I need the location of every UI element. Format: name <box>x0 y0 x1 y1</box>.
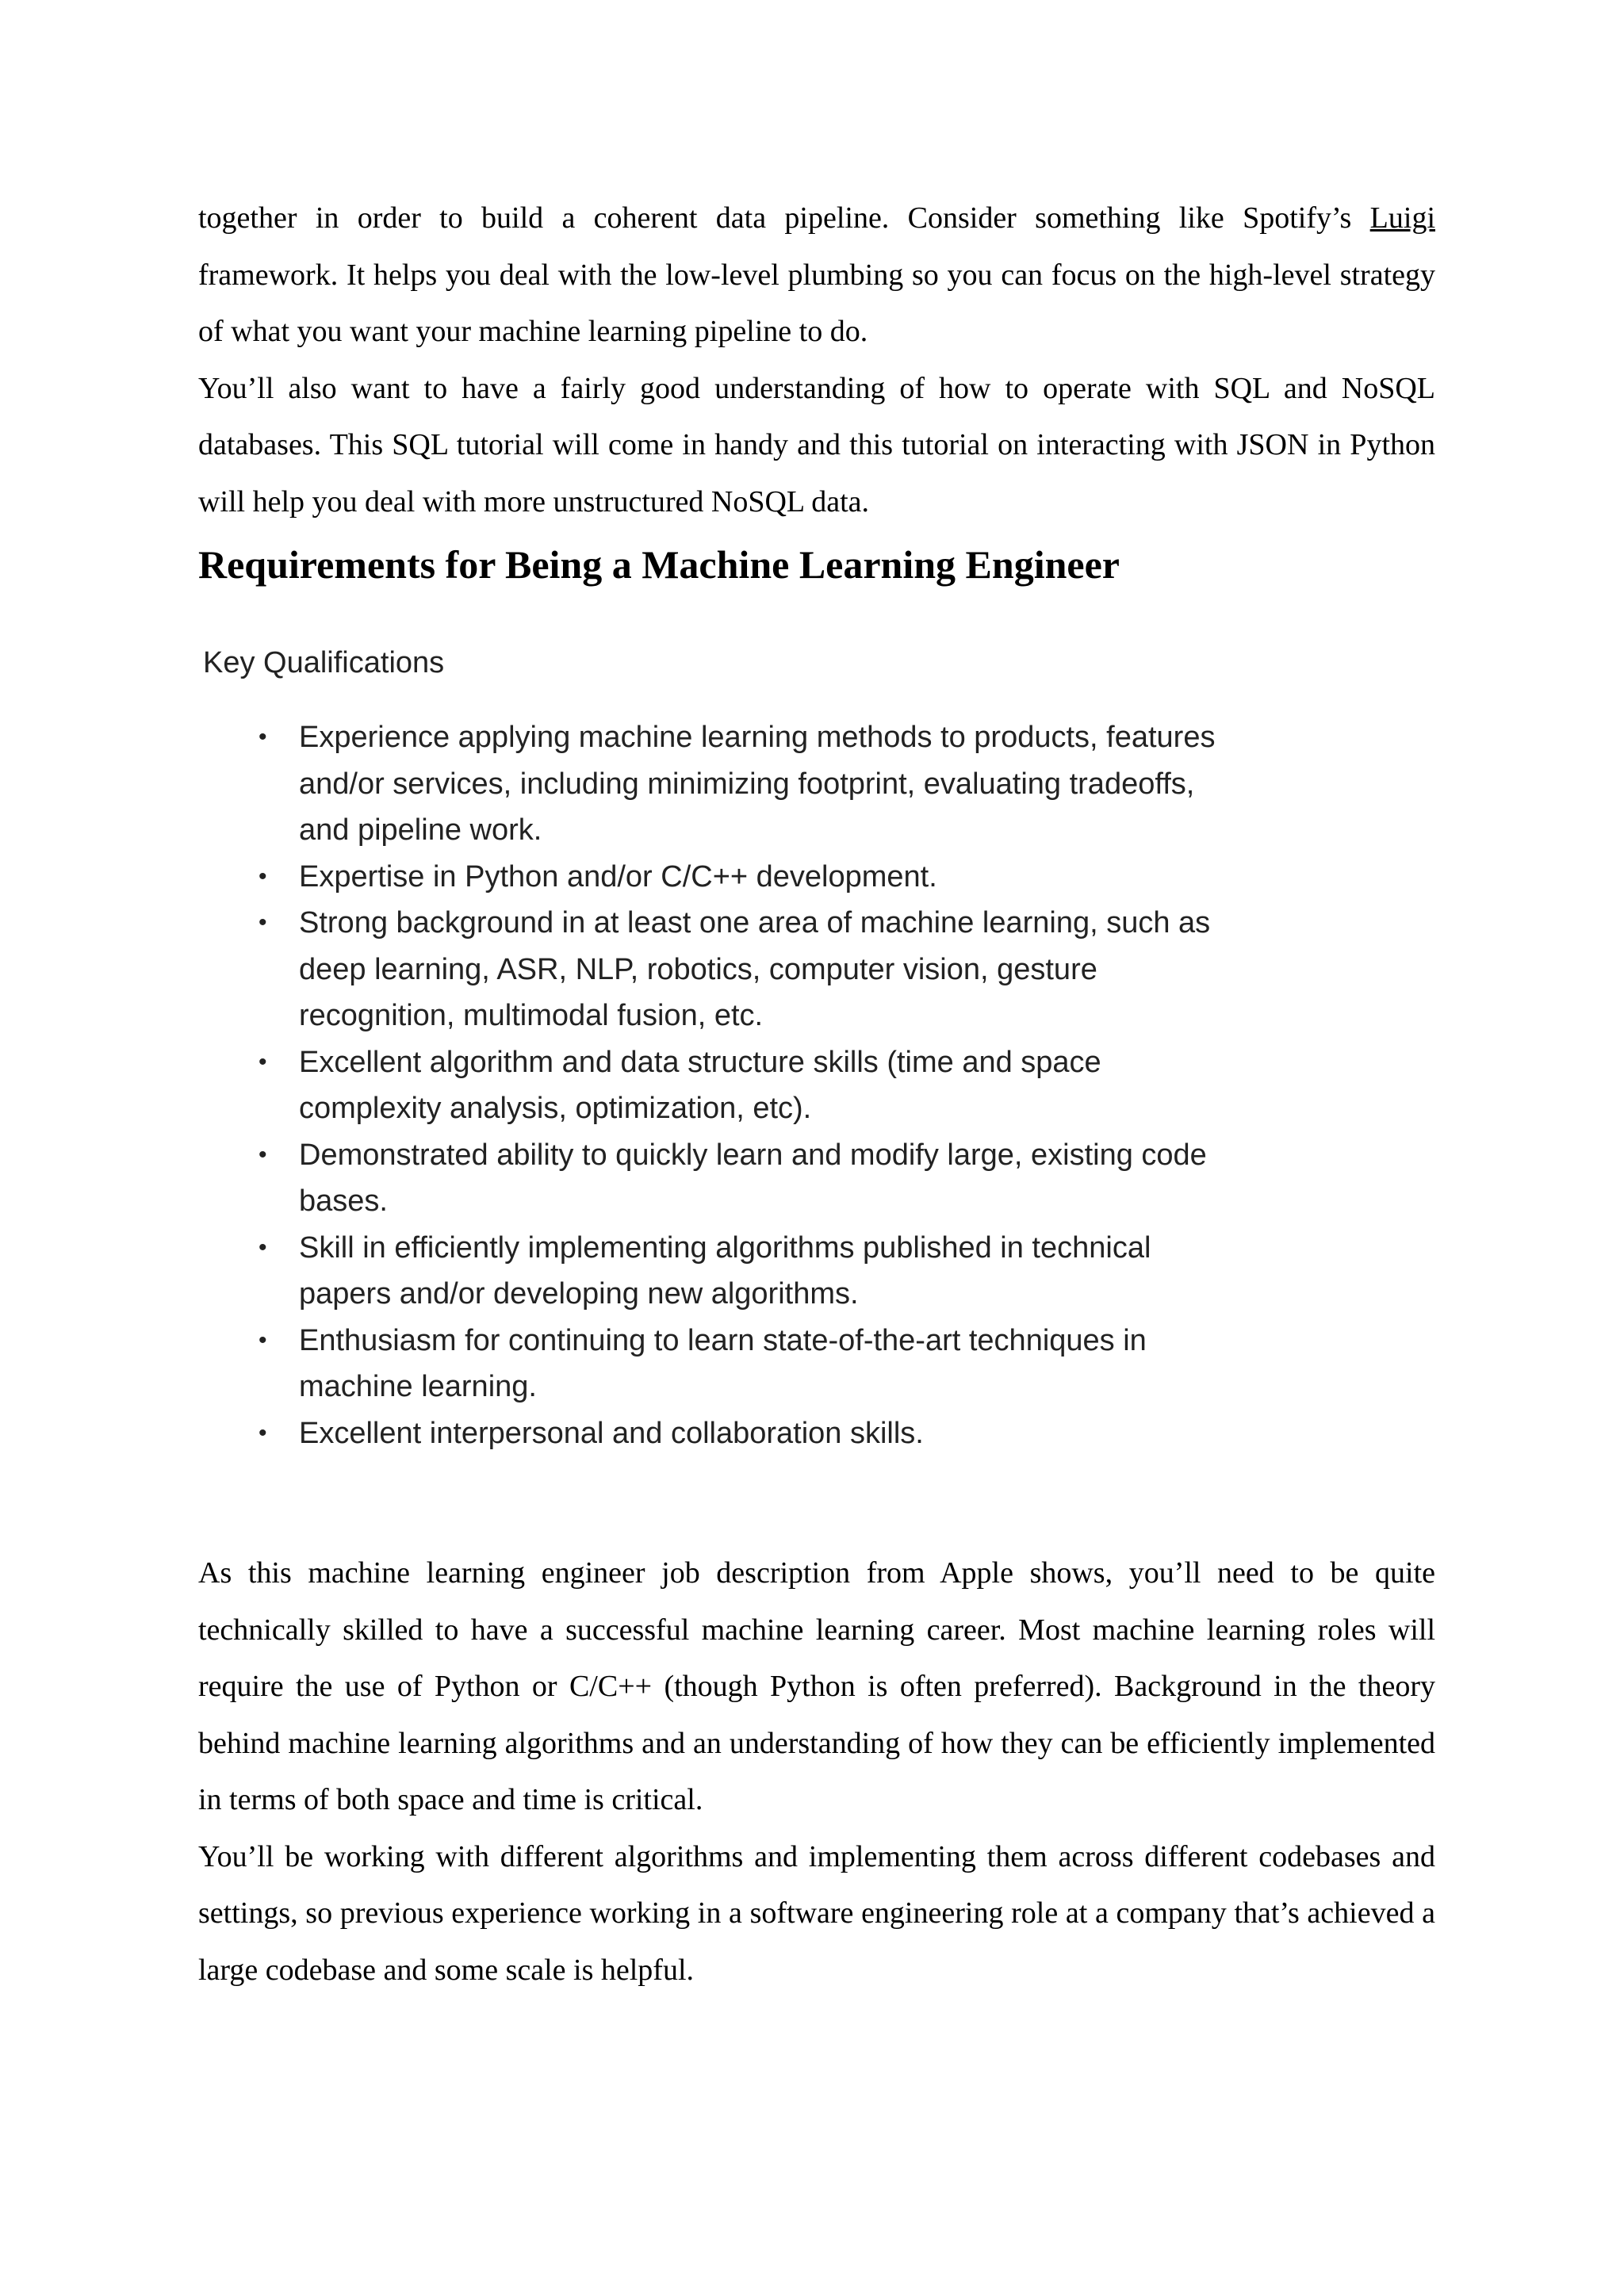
key-qualifications-image <box>203 643 1313 1456</box>
list-item <box>259 900 1223 1039</box>
bullet-icon: • <box>259 1141 267 1168</box>
intro-text-before-link: together in order to build a coherent data pipeline. Consider something like Spotify’s <box>198 201 1370 235</box>
bullet-icon: • <box>259 909 267 936</box>
list-item-text: Enthusiasm for continuing to learn state-of-the-art techniques in machine learning. <box>299 1323 1147 1403</box>
bullet-icon: • <box>259 1326 267 1353</box>
list-item <box>259 1039 1171 1132</box>
intro-paragraph-sql: You’ll also want to have a fairly good understanding of how to operate with SQL and NoSQL databases. This SQL tutorial will come in handy and this tutorial on interacting with JSON in Python will help you deal with more unstructured NoSQL data. <box>198 371 1435 519</box>
body-paragraph-apple: As this machine learning engineer job description from Apple shows, you’ll need to be quite technically skilled to have a successful machine learning career. Most machine learning roles will require the use of Python or C/C++ (though Python is often preferred). Background in the theory behind machine learning algorithms and an understanding of how they can be efficiently implemented in terms of both space and time is critical. <box>198 1556 1435 1816</box>
list-item <box>259 1225 1223 1318</box>
list-item-text: Strong background in at least one area of machine learning, such as deep learning, ASR, NLP, robotics, computer vision, gesture recognition, multimodal fusion, etc. <box>299 906 1211 1032</box>
bullet-icon: • <box>259 1419 267 1446</box>
list-item <box>259 1318 1223 1410</box>
bullet-icon: • <box>259 1234 267 1261</box>
intro-paragraph-pipeline <box>198 190 1435 361</box>
section-heading: Requirements for Being a Machine Learning Engineer <box>198 542 1120 587</box>
list-item <box>259 854 1223 901</box>
list-item-text: Experience applying machine learning methods to products, features and/or services, including minimizing footprint, evaluating tradeoffs, and pipeline work. <box>299 721 1216 847</box>
list-item-text: Skill in efficiently implementing algorithms published in technical papers and/or developing new algorithms. <box>299 1230 1151 1311</box>
document-page <box>198 190 1435 1999</box>
intro-text-after-link: framework. It helps you deal with the low-level plumbing so you can focus on the high-level strategy of what you want your machine learning pipeline to do. <box>198 258 1435 348</box>
body-paragraph-codebases: You’ll be working with different algorithms and implementing them across different codebases and settings, so previous experience working in a software engineering role at a company that’s achieved a large codebase and some scale is helpful. <box>198 1839 1435 1987</box>
luigi-link[interactable]: Luigi <box>1369 201 1435 235</box>
list-item <box>259 714 1223 854</box>
key-qualifications-title: Key Qualifications <box>203 646 445 679</box>
list-item-text: Excellent interpersonal and collaboration skills. <box>299 1416 924 1450</box>
list-item-text: Expertise in Python and/or C/C++ development. <box>299 859 937 894</box>
bullet-icon: • <box>259 724 267 750</box>
list-item-text: Excellent algorithm and data structure skills (time and space complexity analysis, optimization, etc). <box>299 1045 1101 1125</box>
list-item <box>259 1132 1223 1225</box>
list-item-text: Demonstrated ability to quickly learn and modify large, existing code bases. <box>299 1138 1207 1218</box>
list-item <box>259 1410 1223 1457</box>
qualifications-list <box>203 714 1313 1456</box>
bullet-icon: • <box>259 863 267 890</box>
bullet-icon: • <box>259 1048 267 1075</box>
